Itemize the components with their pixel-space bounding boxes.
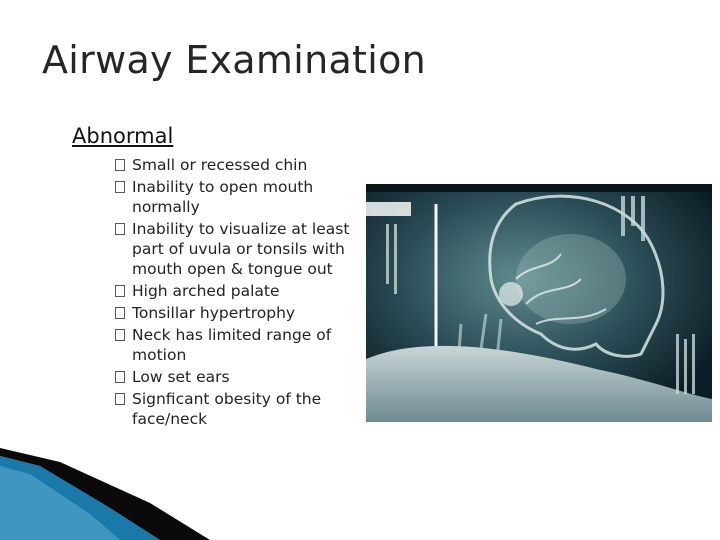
bullet-text: Low set ears — [132, 368, 230, 386]
bullet-list — [115, 155, 355, 431]
list-item — [115, 155, 355, 175]
bullet-box-icon — [115, 285, 125, 297]
list-item — [115, 325, 355, 365]
list-item — [115, 389, 355, 429]
section-subheading: Abnormal — [72, 124, 174, 148]
neck-xray-image — [366, 184, 712, 422]
bullet-box-icon — [115, 307, 125, 319]
bullet-box-icon — [115, 181, 125, 193]
corner-decoration — [0, 448, 300, 540]
bullet-box-icon — [115, 329, 125, 341]
list-item — [115, 367, 355, 387]
list-item — [115, 303, 355, 323]
bullet-box-icon — [115, 393, 125, 405]
bullet-box-icon — [115, 159, 125, 171]
list-item — [115, 219, 355, 279]
bullet-text: Signficant obesity of the face/neck — [132, 390, 322, 428]
bullet-text: Neck has limited range of motion — [132, 326, 332, 364]
slide-title: Airway Examination — [42, 38, 427, 82]
bullet-text: Tonsillar hypertrophy — [132, 304, 296, 322]
bullet-text: Inability to open mouth normally — [132, 178, 314, 216]
list-item — [115, 281, 355, 301]
bullet-text: High arched palate — [132, 282, 280, 300]
bullet-box-icon — [115, 371, 125, 383]
bullet-text: Inability to visualize at least part of uvula or tonsils with mouth open & tongue out — [132, 220, 350, 278]
bullet-box-icon — [115, 223, 125, 235]
list-item — [115, 177, 355, 217]
bullet-text: Small or recessed chin — [132, 156, 308, 174]
